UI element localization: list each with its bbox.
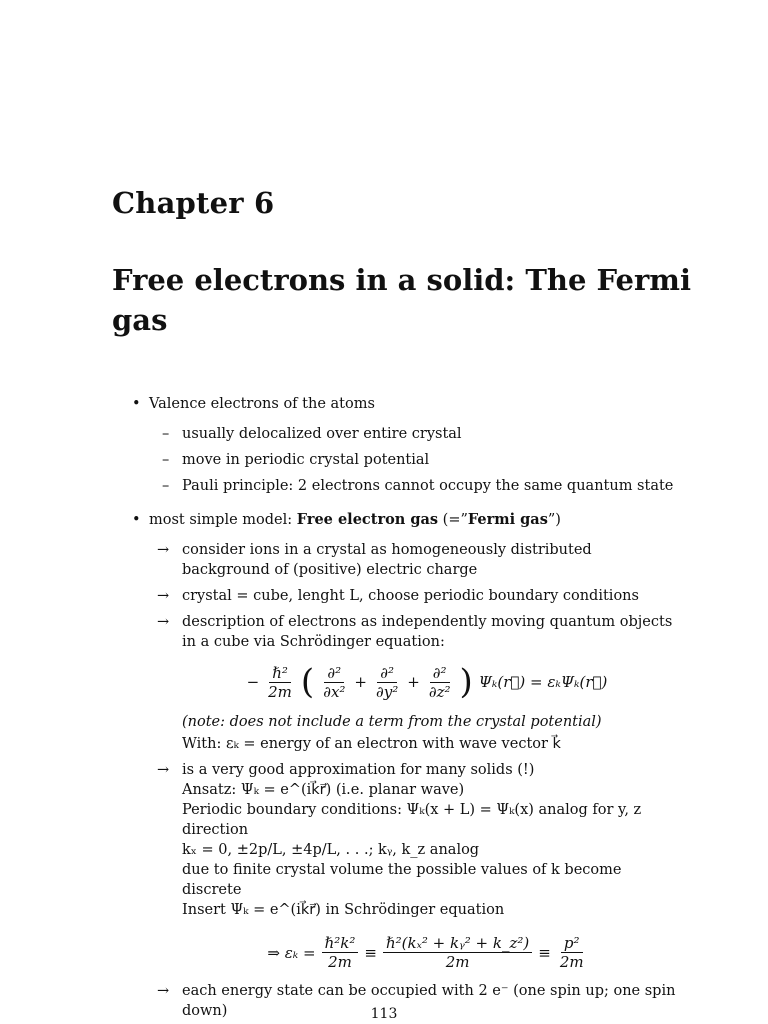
- sub-item-text: usually delocalized over entire crystal: [182, 426, 462, 442]
- eq-numerator: p²: [561, 934, 583, 953]
- eq-minus: −: [246, 673, 260, 691]
- eq-numerator: ∂²: [324, 664, 344, 683]
- sub-item: [112, 476, 682, 496]
- eq-fraction: [426, 664, 454, 701]
- right-arrow-icon: →: [157, 983, 170, 999]
- bullet-bold-free-electron-gas: Free electron gas: [296, 511, 439, 528]
- arrow-item: [112, 540, 682, 580]
- eq-fraction: [383, 934, 532, 971]
- arrow-item: [112, 760, 682, 780]
- detail-line: Periodic boundary conditions: Ψₖ(x + L) = Ψₖ(x) analog for y, z direction: [182, 802, 642, 838]
- eq-numerator: ℏ²k²: [322, 934, 359, 953]
- eq-numerator: ℏ²(kₓ² + kᵧ² + k_z²): [383, 934, 532, 953]
- eq-close-paren: ): [459, 662, 473, 702]
- arrow-item: [112, 586, 682, 606]
- bullet-suffix: ”): [547, 512, 561, 528]
- eq-plus: +: [407, 673, 420, 691]
- arrow-item-text: description of electrons as independently moving quantum objects in a cube via Schrödinger equation:: [182, 614, 673, 650]
- eq-denominator: ∂x²: [323, 682, 346, 701]
- eq-numerator: ℏ²: [269, 664, 291, 683]
- eq-denominator: 2m: [328, 953, 352, 971]
- bullet-middle: (=”: [438, 512, 468, 528]
- chapter-label: Chapter 6: [112, 186, 275, 220]
- eq-fraction: [265, 664, 295, 701]
- detail-line: Insert Ψₖ = e^(ik⃗r⃗) in Schrödinger equation: [182, 902, 505, 918]
- arrow-item-text: each energy state can be occupied with 2 e⁻ (one spin up; one spin down): [182, 983, 676, 1019]
- right-arrow-icon: →: [157, 588, 170, 604]
- eq-denominator: 2m: [268, 682, 292, 701]
- note-text: (note: does not include a term from the crystal potential): [182, 714, 602, 730]
- chapter-title: Free electrons in a solid: The Fermi gas: [112, 263, 691, 337]
- arrow-item-text: consider ions in a crystal as homogeneously distributed background of (positive) electric charge: [182, 542, 592, 578]
- eq-open-paren: (: [300, 662, 315, 702]
- eq-denominator: ∂z²: [428, 682, 451, 701]
- dash-icon: –: [162, 426, 170, 442]
- eq-fraction: [322, 934, 359, 971]
- with-line: With: εₖ = energy of an electron with wave vector k⃗: [182, 736, 561, 752]
- bullet-text: Valence electrons of the atoms: [149, 396, 375, 412]
- sub-item: [112, 424, 682, 444]
- eq-numerator: ∂²: [430, 664, 450, 683]
- schrodinger-equation: [172, 662, 682, 702]
- sub-item-text: Pauli principle: 2 electrons cannot occupy the same quantum state: [182, 478, 674, 494]
- dash-icon: –: [162, 478, 170, 494]
- right-arrow-icon: →: [157, 762, 170, 778]
- sub-item: [112, 450, 682, 470]
- sub-item-text: move in periodic crystal potential: [182, 452, 430, 468]
- bullet-valence-electrons: [112, 394, 682, 414]
- content-body: [112, 394, 682, 1021]
- eq-fraction: [320, 664, 348, 701]
- bullet-simple-model: [112, 510, 682, 530]
- eq-fraction: [373, 664, 401, 701]
- eq-rhs: Ψₖ(r⃗) = εₖΨₖ(r⃗): [478, 673, 608, 691]
- eq-denominator: ∂y²: [376, 682, 399, 701]
- right-arrow-icon: →: [157, 614, 170, 630]
- arrow-item: [112, 612, 682, 652]
- eq-equiv: ≡: [364, 943, 377, 962]
- eq-numerator: ∂²: [377, 664, 397, 683]
- eq-lead: ⇒ εₖ =: [267, 943, 316, 962]
- arrow-item-text: crystal = cube, lenght L, choose periodic boundary conditions: [182, 588, 639, 604]
- detail-line: Ansatz: Ψₖ = e^(ik⃗r⃗) (i.e. planar wave): [182, 782, 465, 798]
- detail-line: due to finite crystal volume the possible values of k become discrete: [182, 862, 622, 898]
- eq-denominator: 2m: [445, 953, 470, 971]
- dash-icon: –: [162, 452, 170, 468]
- bullet-prefix: most simple model:: [149, 512, 297, 528]
- eq-denominator: 2m: [559, 953, 584, 971]
- eq-plus: +: [354, 673, 367, 691]
- arrow-item-text: is a very good approximation for many solids (!): [182, 762, 535, 778]
- energy-equation: [172, 934, 682, 971]
- page-number: 113: [370, 1006, 398, 1022]
- right-arrow-icon: →: [157, 542, 170, 558]
- bullet-icon: •: [132, 396, 141, 412]
- detail-line: kₓ = 0, ±2p/L, ±4p/L, . . .; kᵧ, k_z analog: [182, 842, 480, 858]
- eq-fraction: [557, 934, 587, 971]
- bullet-bold-fermi-gas: Fermi gas: [467, 511, 548, 528]
- eq-equiv: ≡: [538, 943, 551, 962]
- bullet-icon: •: [132, 512, 141, 528]
